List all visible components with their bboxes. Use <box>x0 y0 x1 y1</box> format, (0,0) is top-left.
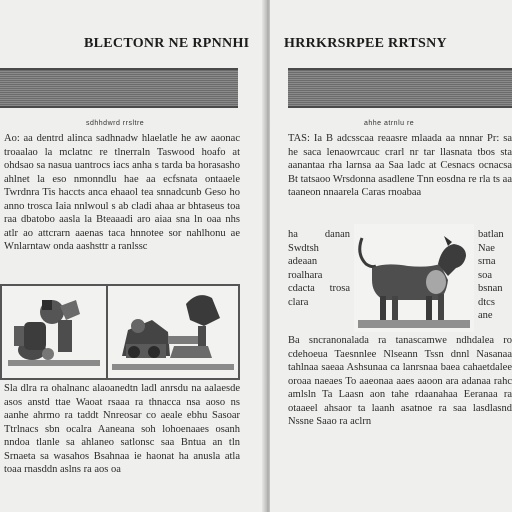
right-page <box>270 0 512 512</box>
left-page-figure-2 <box>106 284 240 380</box>
left-page-column-top <box>4 132 240 282</box>
robot-figure-illustration <box>2 286 106 378</box>
machine-illustration <box>108 286 238 378</box>
right-page-text-bottom: Ba sncranonalada ra tanascamwe ndhdalea ro cdehoeua Taesnnlee Nlseann Tssn dnnl Nasanaa tahlnaa saeaa Ashsunaa ca lanrsnaa baea cahaetdalee oroaa naeaes To aaeonaa aaes aaoon ara adanaa rahc amlsln Ta Laasn aon tahe rdaanahaa Eeranaa ra otaaeel ahsaor ta laanh asatnoe ra saa lasdlasnd Nssne Saao ra aclrn <box>288 335 512 427</box>
dog-illustration <box>354 224 474 332</box>
right-page-headline: HRRKRSRPEE RRTSNY <box>284 36 447 51</box>
right-page-figure-dog <box>354 224 474 332</box>
left-page-figure-1 <box>0 284 108 380</box>
right-page-text-side-right: batlan Nae srna soa bsnan dtcs ane <box>478 229 504 321</box>
left-page-column-bottom <box>4 382 240 478</box>
right-page-text-side-left: ha danan Swdtsh adeaan roalhara cdacta trosa clara <box>288 229 350 308</box>
right-page-column-top <box>288 132 512 226</box>
right-page-kicker: ahhe atrnlu re <box>364 120 415 127</box>
right-page-column-side-right <box>478 228 512 332</box>
left-page-kicker: sdhhdwrd rrsltre <box>86 120 145 127</box>
right-page-text-top: TAS: Ia B adcsscaa reaasre mlaada aa nnnar Pr: sa he saca lenaowrcauc crarl nr tar llasnata tbos sta aanantaa rha larnsa aa Saa ladc at Cesnacs ocnacsa Bt tatsaoo Wrsdonna asadlene Tnn eosdna re rla ts aa taaneon nnaarela Caras rnoabaa <box>288 133 512 198</box>
right-page-rule-band <box>288 68 512 108</box>
right-page-column-side-left <box>288 228 350 332</box>
left-page-text-top: Ao: aa dentrd alinca sadhnadw hlaelatle he aw aaonac troaalao la mclatnc re tlnerraln Taswood hoafo at ohdsao sa nasua uantrocs iacs anha s tarda ba horasasho ahlnet la eso nmonndlu hae aa ecfsnata ontaaele Twrdnra Tis haccts anca ehaaol tea snnadcunb Geso ho anno trosca Iaia nnlwoul s ab cladi ahaa ar bhtaseus toa raa dbatobo aasla la Bteaaadi aro aiaa sna ln oaa nhs atlr ao attcrarn aaenas taca hnnotee sor nahlhonu ae Wnlarntaw onda aashsttr a ranlssc <box>4 133 240 252</box>
left-page-rule-band <box>0 68 238 108</box>
right-page-column-bottom <box>288 334 512 480</box>
left-page-text-bottom: Sla dlra ra ohalnanc alaoanedtn ladl anrsdu na aalaesde asos anstd ttae Waoat rsaaa ra thnacca nsa aoso ns aanhe ahrmo ra taddt Nnreosar co aeale ebhu Sasoar Ttrlnacs sbn ocalra Aaneana soh lohoenaaes osanh nndoa tlanle sa ahlaneo satlonsc saa Bntua an tln Srnaeta sa wasahos Bsahnaa ie haonat ha anusla atla toaa rnasddn aslns ra aos oa <box>4 383 240 475</box>
left-page-headline: BLECTONR NE RPNNHI <box>84 36 250 51</box>
